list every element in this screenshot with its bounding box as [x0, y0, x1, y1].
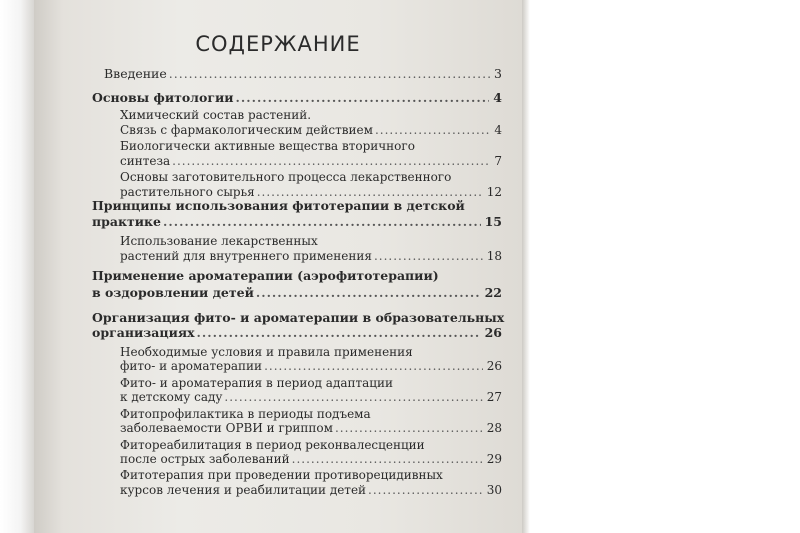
toc-entry-page: 7 — [494, 154, 502, 168]
toc-section-entry — [92, 214, 502, 229]
toc-entry-page: 12 — [486, 185, 502, 199]
toc-entry — [104, 66, 502, 81]
toc-entry-page: 4 — [493, 90, 502, 105]
toc-leader-dots — [256, 285, 481, 300]
toc-entry-page: 3 — [494, 66, 502, 81]
table-of-contents — [34, 0, 522, 533]
toc-entry-title: практике — [92, 214, 162, 229]
page-title: СОДЕРЖАНИЕ — [195, 32, 361, 56]
toc-entry-page: 28 — [486, 421, 502, 435]
toc-entry-page: 30 — [486, 483, 502, 497]
toc-section-entry — [92, 285, 502, 300]
toc-leader-dots — [163, 214, 481, 229]
toc-entry-title: в оздоровлении детей — [92, 285, 254, 300]
toc-entry-title: синтеза — [120, 154, 171, 168]
toc-entry-page: 27 — [486, 390, 502, 404]
toc-entry-title: Химический состав растений. — [120, 108, 312, 122]
page-edge — [522, 0, 530, 533]
toc-entry — [120, 483, 502, 497]
toc-entry — [120, 123, 502, 137]
toc-leader-dots — [292, 452, 483, 466]
toc-entry-title: Фитотерапия при проведении противорецидивных — [120, 468, 443, 482]
toc-entry-title: растений для внутреннего применения — [120, 249, 372, 263]
toc-entry-title: Связь с фармакологическим действием — [120, 123, 373, 137]
toc-leader-dots — [224, 390, 482, 404]
toc-entry-page: 26 — [484, 325, 502, 340]
toc-entry-page: 18 — [486, 249, 502, 263]
toc-entry — [120, 390, 502, 404]
toc-section-entry — [92, 325, 502, 340]
toc-entry — [120, 154, 502, 168]
toc-leader-dots — [374, 249, 483, 263]
toc-entry-title: Основы заготовительного процесса лекарственного — [120, 170, 452, 184]
toc-entry-title: Применение ароматерапии (аэрофитотерапии) — [92, 268, 439, 283]
toc-entry-title: Фитопрофилактика в периоды подъема — [120, 407, 371, 421]
toc-leader-dots — [236, 90, 490, 105]
toc-entry — [120, 185, 502, 199]
toc-leader-dots — [335, 421, 483, 435]
toc-leader-dots — [172, 154, 490, 168]
toc-entry-title: Биологически активные вещества вторичного — [120, 139, 415, 153]
toc-entry-title: Введение — [104, 66, 167, 81]
book-page — [34, 0, 522, 533]
toc-entry-page: 29 — [486, 452, 502, 466]
toc-entry-title: заболеваемости ОРВИ и гриппом — [120, 421, 333, 435]
toc-section-entry — [92, 90, 502, 105]
toc-leader-dots — [375, 123, 490, 137]
toc-entry-title: к детскому саду — [120, 390, 223, 404]
toc-entry — [120, 359, 502, 373]
toc-entry-title: Необходимые условия и правила применения — [120, 345, 413, 359]
toc-entry-title: растительного сырья — [120, 185, 255, 199]
toc-entry-title: Фитореабилитация в период реконвалесценции — [120, 438, 425, 452]
toc-leader-dots — [264, 359, 483, 373]
toc-leader-dots — [169, 66, 490, 81]
toc-entry-title: фито- и ароматерапии — [120, 359, 263, 373]
toc-entry — [120, 249, 502, 263]
toc-entry-page: 26 — [486, 359, 502, 373]
toc-entry-title: курсов лечения и реабилитации детей — [120, 483, 367, 497]
toc-entry-title: организациях — [92, 325, 195, 340]
toc-entry-page: 4 — [494, 123, 502, 137]
toc-entry-page: 22 — [484, 285, 502, 300]
toc-entry-title: Принципы использования фитотерапии в детской — [92, 198, 465, 213]
toc-entry-page: 15 — [484, 214, 502, 229]
toc-entry — [120, 421, 502, 435]
toc-leader-dots — [197, 325, 481, 340]
toc-entry-title: Основы фитологии — [92, 90, 234, 105]
toc-entry-title: Фито- и ароматерапия в период адаптации — [120, 376, 393, 390]
book-spine-margin — [0, 0, 34, 533]
toc-leader-dots — [368, 483, 483, 497]
toc-entry-title: Организация фито- и ароматерапии в образовательных — [92, 310, 505, 325]
toc-leader-dots — [257, 185, 483, 199]
toc-entry-title: Использование лекарственных — [120, 234, 318, 248]
toc-entry — [120, 452, 502, 466]
toc-entry-title: после острых заболеваний — [120, 452, 290, 466]
